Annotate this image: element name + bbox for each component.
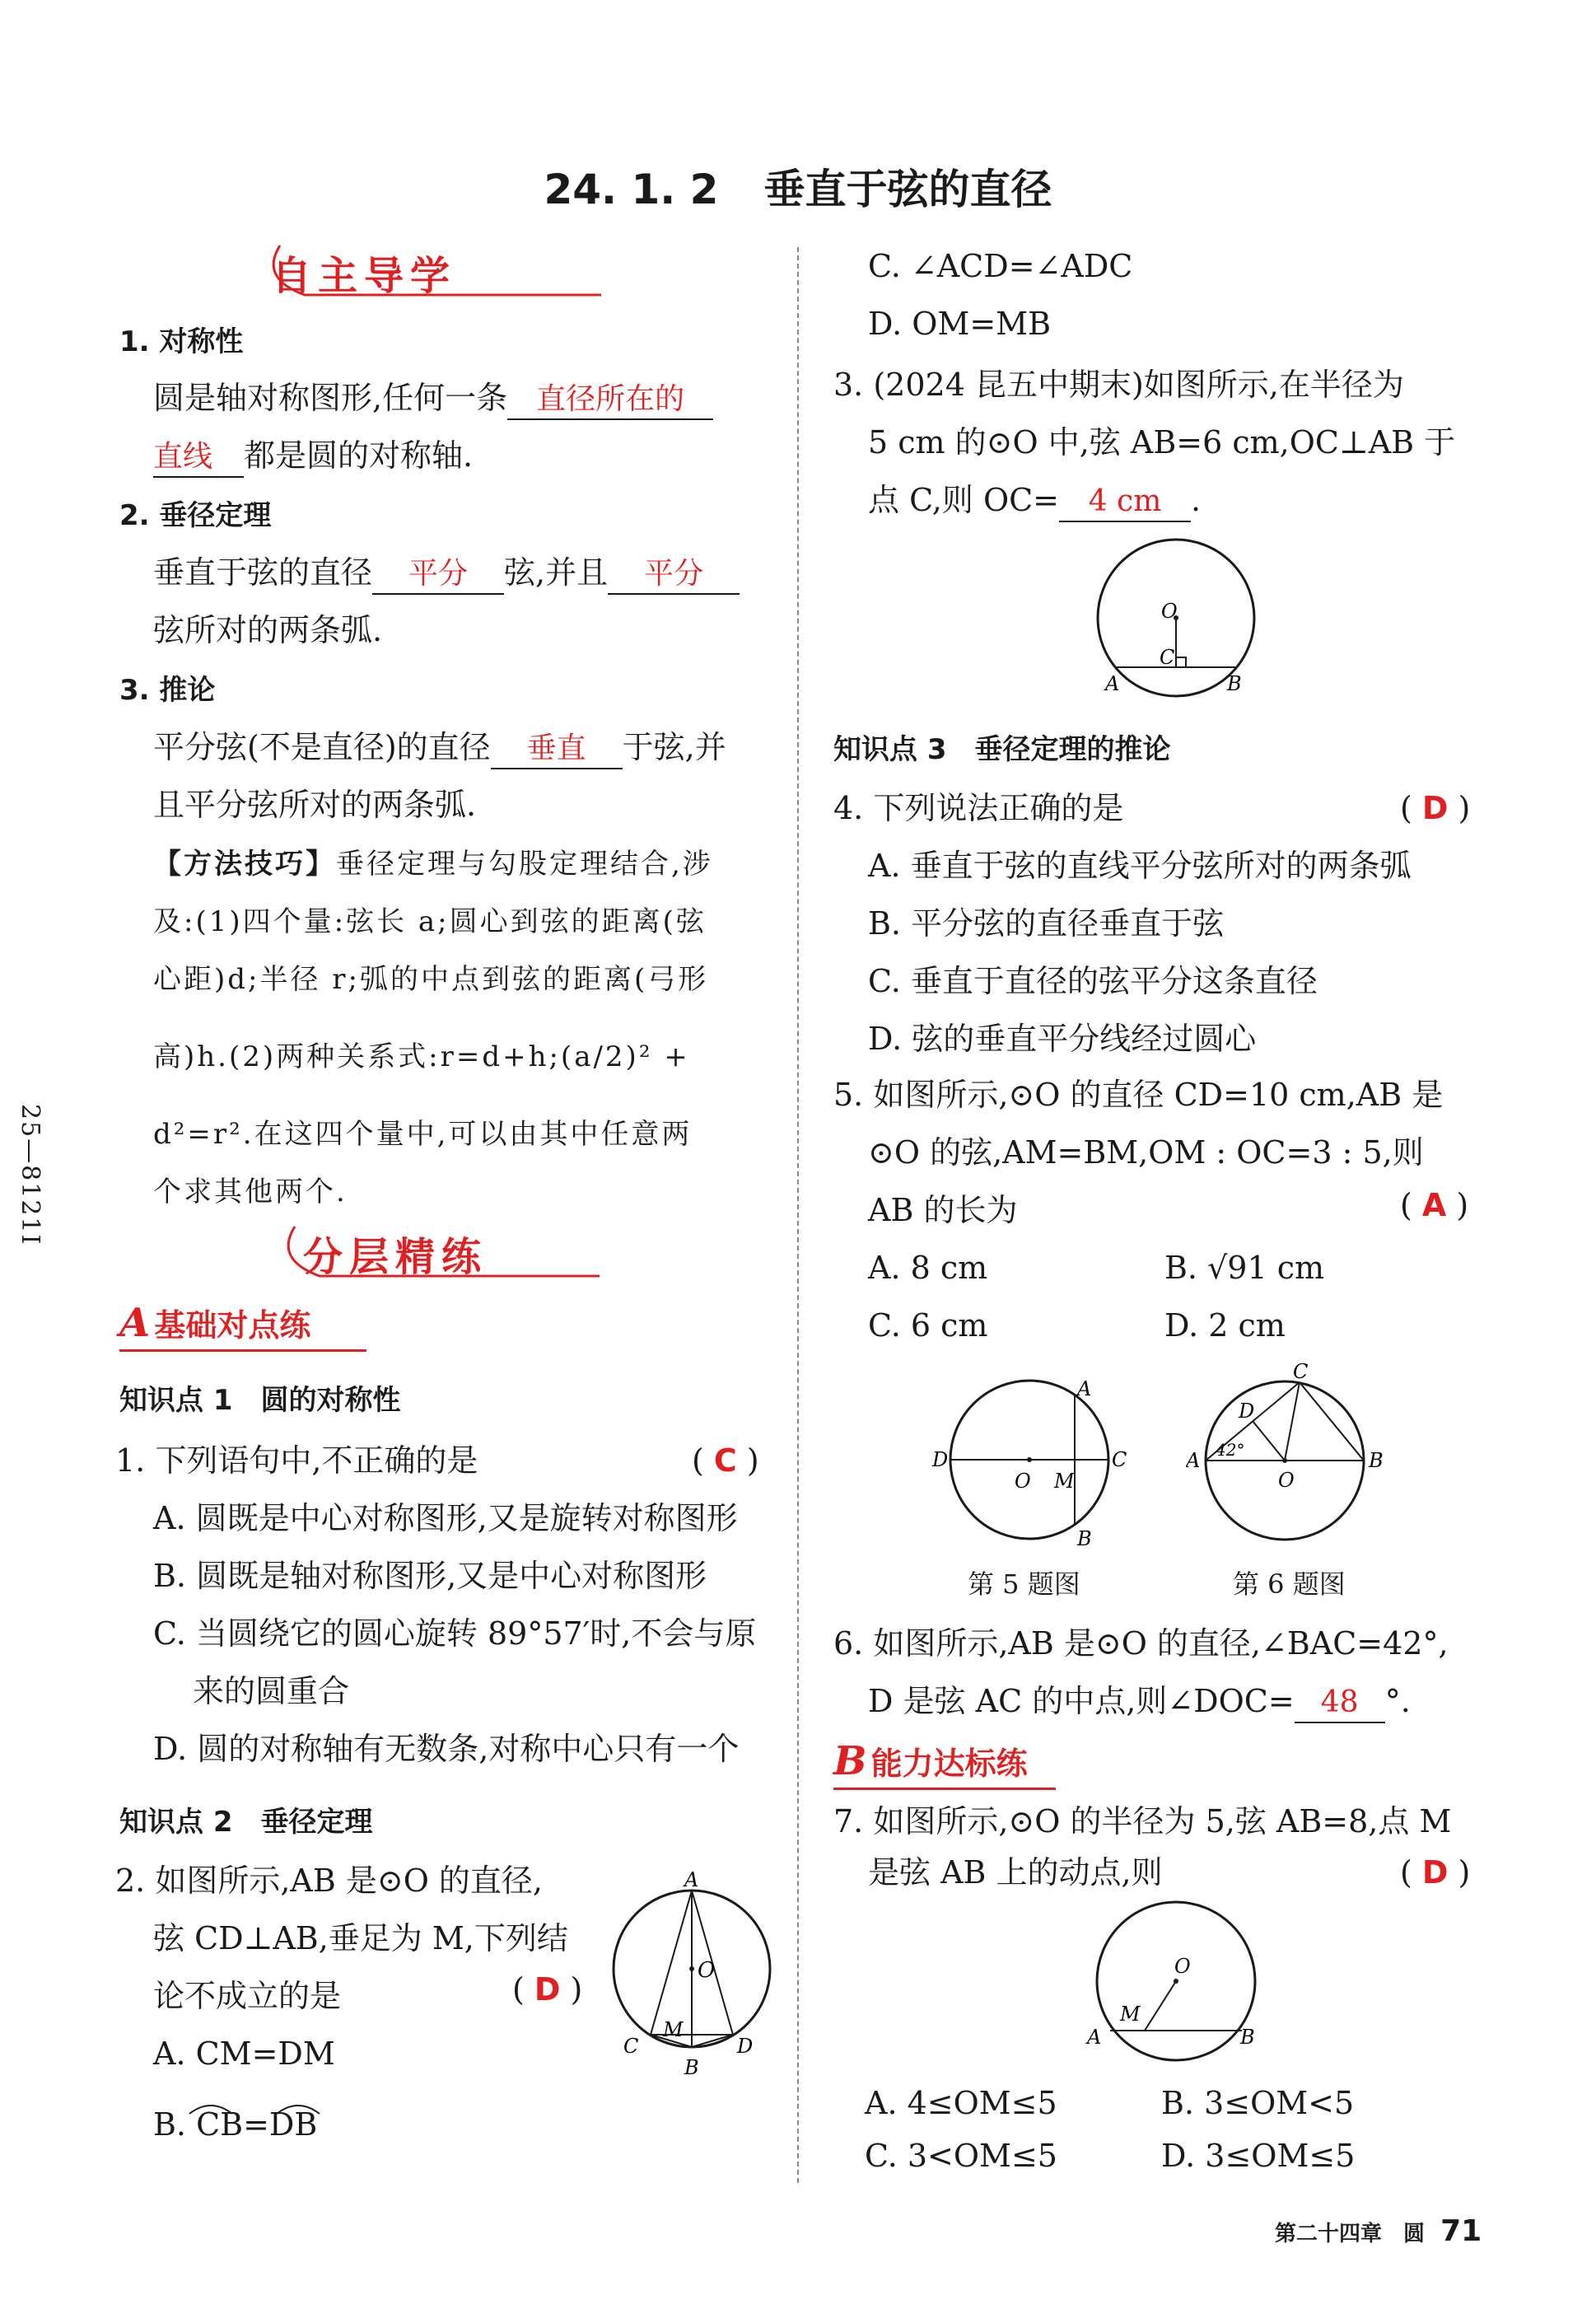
level-a-mark: A bbox=[119, 1300, 151, 1346]
svg-text:B: B bbox=[1369, 1449, 1384, 1472]
tip-line4: 高)h.(2)两种关系式:r=d+h;(a/2)² + bbox=[153, 1040, 690, 1073]
svg-text:C: C bbox=[1293, 1363, 1309, 1383]
q6-suffix: °. bbox=[1384, 1683, 1411, 1719]
q3-line3 bbox=[868, 481, 1201, 522]
svg-text:M: M bbox=[1120, 2003, 1141, 2026]
item3-text2: 于弦,并 bbox=[622, 729, 726, 765]
q3-answer: 4 cm bbox=[1059, 483, 1191, 522]
q4-option-d: D. 弦的垂直平分线经过圆心 bbox=[868, 1021, 1257, 1057]
q1-answer: ( C ) bbox=[692, 1442, 759, 1479]
tip-line6: 个求其他两个. bbox=[153, 1176, 348, 1208]
item1-line2 bbox=[153, 437, 473, 478]
q1-answer-value: C bbox=[713, 1442, 737, 1479]
q5-option-d: D. 2 cm bbox=[1164, 1307, 1286, 1344]
q1-option-b: B. 圆既是轴对称图形,又是中心对称图形 bbox=[153, 1558, 707, 1594]
q2-figure bbox=[605, 1862, 778, 2084]
q7-answer-value: D bbox=[1421, 1854, 1449, 1891]
title-number: 24. 1. 2 bbox=[544, 166, 719, 213]
q2-option-b: B. CB=DB bbox=[153, 2106, 318, 2143]
q4-option-b: B. 平分弦的直径垂直于弦 bbox=[868, 905, 1225, 942]
svg-text:O: O bbox=[1278, 1469, 1295, 1492]
level-a-header bbox=[119, 1300, 310, 1346]
svg-text:A: A bbox=[684, 1868, 699, 1891]
q3-period: . bbox=[1191, 482, 1202, 518]
level-b-underline bbox=[833, 1788, 1056, 1790]
q5-figure bbox=[922, 1367, 1153, 1557]
page-title bbox=[0, 157, 1596, 216]
level-b-header bbox=[833, 1738, 1028, 1784]
q4-answer: ( D ) bbox=[1400, 790, 1471, 826]
item1-answer2: 直线 bbox=[153, 438, 244, 478]
level-b-title: 能力达标练 bbox=[870, 1746, 1028, 1782]
q5-line1: 5. 如图所示,⊙O 的直径 CD=10 cm,AB 是 bbox=[833, 1077, 1444, 1113]
q4-stem: 4. 下列说法正确的是 bbox=[833, 790, 1124, 826]
svg-text:B: B bbox=[684, 2056, 699, 2079]
tip-line1 bbox=[153, 845, 713, 883]
q7-option-c: C. 3<OM≤5 bbox=[865, 2138, 1057, 2174]
section-head-text: 自主导学 bbox=[272, 253, 457, 299]
item2-answer1: 平分 bbox=[372, 555, 504, 595]
section-head-text: 分层精练 bbox=[303, 1234, 488, 1280]
item1-answer: 直径所在的 bbox=[507, 381, 713, 420]
q4-answer-value: D bbox=[1421, 790, 1449, 826]
q1-option-c2: 来的圆重合 bbox=[193, 1673, 350, 1709]
q4-option-a: A. 垂直于弦的直线平分弦所对的两条弧 bbox=[868, 848, 1412, 884]
title-text: 垂直于弦的直径 bbox=[763, 166, 1052, 213]
item3-line2: 且平分弦所对的两条弧. bbox=[153, 787, 477, 823]
svg-text:O: O bbox=[1015, 1470, 1031, 1493]
item1-title: 1. 对称性 bbox=[119, 325, 244, 358]
tip-line5: d²=r².在这四个量中,可以由其中任意两 bbox=[153, 1118, 693, 1151]
svg-text:A: A bbox=[1087, 2026, 1102, 2049]
q3-line1: 3. (2024 昆五中期末)如图所示,在半径为 bbox=[833, 367, 1404, 403]
q2-line2: 弦 CD⊥AB,垂足为 M,下列结 bbox=[153, 1920, 568, 1956]
q6-figure-caption: 第 6 题图 bbox=[1233, 1568, 1346, 1600]
level-b-mark: B bbox=[833, 1738, 867, 1784]
q6-angle-label: 42° bbox=[1216, 1440, 1245, 1460]
q5-option-a: A. 8 cm bbox=[868, 1250, 988, 1286]
level-a-title: 基础对点练 bbox=[154, 1307, 311, 1344]
section-head-decor bbox=[255, 237, 618, 311]
q1-option-c: C. 当圆绕它的圆心旋转 89°57′时,不会与原 bbox=[153, 1615, 757, 1652]
item3-answer: 垂直 bbox=[491, 730, 623, 769]
item2-line1 bbox=[153, 554, 740, 595]
side-code bbox=[15, 1104, 48, 1302]
item3-text: 平分弦(不是直径)的直径 bbox=[153, 729, 491, 765]
svg-text:B: B bbox=[1240, 2026, 1255, 2049]
svg-text:C: C bbox=[1160, 646, 1175, 669]
tip-line3: 心距)d;半径 r;弧的中点到弦的距离(弓形 bbox=[153, 963, 709, 996]
item2-text: 垂直于弦的直径 bbox=[153, 554, 373, 591]
svg-text:D: D bbox=[932, 1448, 949, 1471]
q2-answer: ( D ) bbox=[512, 1971, 583, 2008]
q5-option-b: B. √91 cm bbox=[1164, 1250, 1325, 1286]
q5-line2: ⊙O 的弦,AM=BM,OM : OC=3 : 5,则 bbox=[868, 1134, 1424, 1171]
q1-stem: 1. 下列语句中,不正确的是 bbox=[115, 1442, 478, 1479]
svg-text:A: A bbox=[1077, 1377, 1092, 1400]
q5-answer: ( A ) bbox=[1400, 1187, 1469, 1223]
svg-text:C: C bbox=[1112, 1448, 1127, 1471]
item1-line1 bbox=[153, 379, 713, 420]
q7-answer: ( D ) bbox=[1400, 1854, 1471, 1891]
item1-text2: 都是圆的对称轴. bbox=[244, 437, 474, 474]
svg-text:O: O bbox=[698, 1958, 716, 1983]
item2-line2: 弦所对的两条弧. bbox=[153, 612, 383, 648]
svg-text:M: M bbox=[1054, 1470, 1075, 1493]
q7-line2: 是弦 AB 上的动点,则 bbox=[868, 1854, 1163, 1891]
q2-answer-value: D bbox=[534, 1971, 561, 2008]
q2-option-a: A. CM=DM bbox=[153, 2036, 335, 2072]
svg-text:O: O bbox=[1161, 600, 1178, 623]
section-head-self-study bbox=[272, 244, 456, 301]
q3-line2: 5 cm 的⊙O 中,弦 AB=6 cm,OC⊥AB 于 bbox=[868, 424, 1456, 460]
item2-text2: 弦,并且 bbox=[504, 554, 609, 591]
q2-line1: 2. 如图所示,AB 是⊙O 的直径, bbox=[115, 1863, 544, 1899]
kp2-title: 知识点 2 垂径定理 bbox=[119, 1806, 373, 1839]
q6-figure bbox=[1186, 1363, 1416, 1557]
item3-line1 bbox=[153, 728, 726, 769]
arc-marks bbox=[186, 2099, 351, 2119]
svg-text:C: C bbox=[623, 2035, 639, 2058]
item3-title: 3. 推论 bbox=[119, 674, 216, 707]
section-head-decor bbox=[270, 1218, 616, 1292]
q5-answer-value: A bbox=[1421, 1187, 1447, 1223]
q5-line3: AB 的长为 bbox=[868, 1192, 1018, 1228]
q7-option-d: D. 3≤OM≤5 bbox=[1161, 2138, 1356, 2174]
q5-option-c: C. 6 cm bbox=[868, 1307, 988, 1344]
q1-option-a: A. 圆既是中心对称图形,又是旋转对称图形 bbox=[153, 1500, 738, 1536]
page-footer bbox=[1275, 2214, 1482, 2248]
column-divider bbox=[797, 247, 799, 2183]
q6-line2 bbox=[868, 1682, 1411, 1723]
tip-text: 垂径定理与勾股定理结合,涉 bbox=[336, 848, 713, 881]
side-code-text: 25—8121I bbox=[16, 1104, 44, 1246]
q2-option-d: D. OM=MB bbox=[868, 306, 1052, 342]
svg-text:M: M bbox=[663, 2018, 684, 2041]
q2-line3: 论不成立的是 bbox=[153, 1978, 342, 2014]
svg-text:B: B bbox=[1077, 1527, 1092, 1550]
q7-figure bbox=[1079, 1899, 1276, 2072]
q7-line1: 7. 如图所示,⊙O 的半径为 5,弦 AB=8,点 M bbox=[833, 1803, 1452, 1839]
item2-title: 2. 垂径定理 bbox=[119, 499, 272, 532]
page-number: 71 bbox=[1440, 2214, 1482, 2248]
tip-line2: 及:(1)四个量:弦长 a;圆心到弦的距离(弦 bbox=[153, 905, 707, 938]
kp1-title: 知识点 1 圆的对称性 bbox=[119, 1384, 401, 1417]
item1-text: 圆是轴对称图形,任何一条 bbox=[153, 380, 508, 416]
kp3-title: 知识点 3 垂径定理的推论 bbox=[833, 733, 1171, 766]
q7-option-b: B. 3≤OM<5 bbox=[1161, 2085, 1355, 2121]
q4-option-c: C. 垂直于直径的弦平分这条直径 bbox=[868, 963, 1318, 999]
footer-chapter: 第二十四章 圆 bbox=[1275, 2222, 1426, 2246]
q5-figure-caption: 第 5 题图 bbox=[968, 1568, 1080, 1600]
item2-answer2: 平分 bbox=[608, 555, 740, 595]
q2-option-c: C. ∠ACD=∠ADC bbox=[868, 248, 1133, 284]
q3-figure bbox=[1087, 535, 1268, 708]
q3-text: 点 C,则 OC= bbox=[868, 482, 1060, 518]
q7-option-a: A. 4≤OM≤5 bbox=[865, 2085, 1057, 2121]
q6-text: D 是弦 AC 的中点,则∠DOC= bbox=[868, 1683, 1295, 1719]
svg-text:B: B bbox=[1227, 672, 1242, 695]
q6-line1: 6. 如图所示,AB 是⊙O 的直径,∠BAC=42°, bbox=[833, 1625, 1449, 1662]
svg-text:A: A bbox=[1186, 1449, 1201, 1472]
svg-text:O: O bbox=[1174, 1955, 1191, 1978]
level-a-underline bbox=[119, 1349, 366, 1352]
section-head-practice bbox=[303, 1225, 488, 1282]
svg-text:A: A bbox=[1105, 672, 1120, 695]
svg-text:D: D bbox=[1239, 1400, 1255, 1423]
svg-text:D: D bbox=[737, 2035, 754, 2058]
tip-label: 【方法技巧】 bbox=[153, 848, 336, 881]
q6-answer: 48 bbox=[1295, 1684, 1385, 1723]
q1-option-d: D. 圆的对称轴有无数条,对称中心只有一个 bbox=[153, 1731, 740, 1767]
